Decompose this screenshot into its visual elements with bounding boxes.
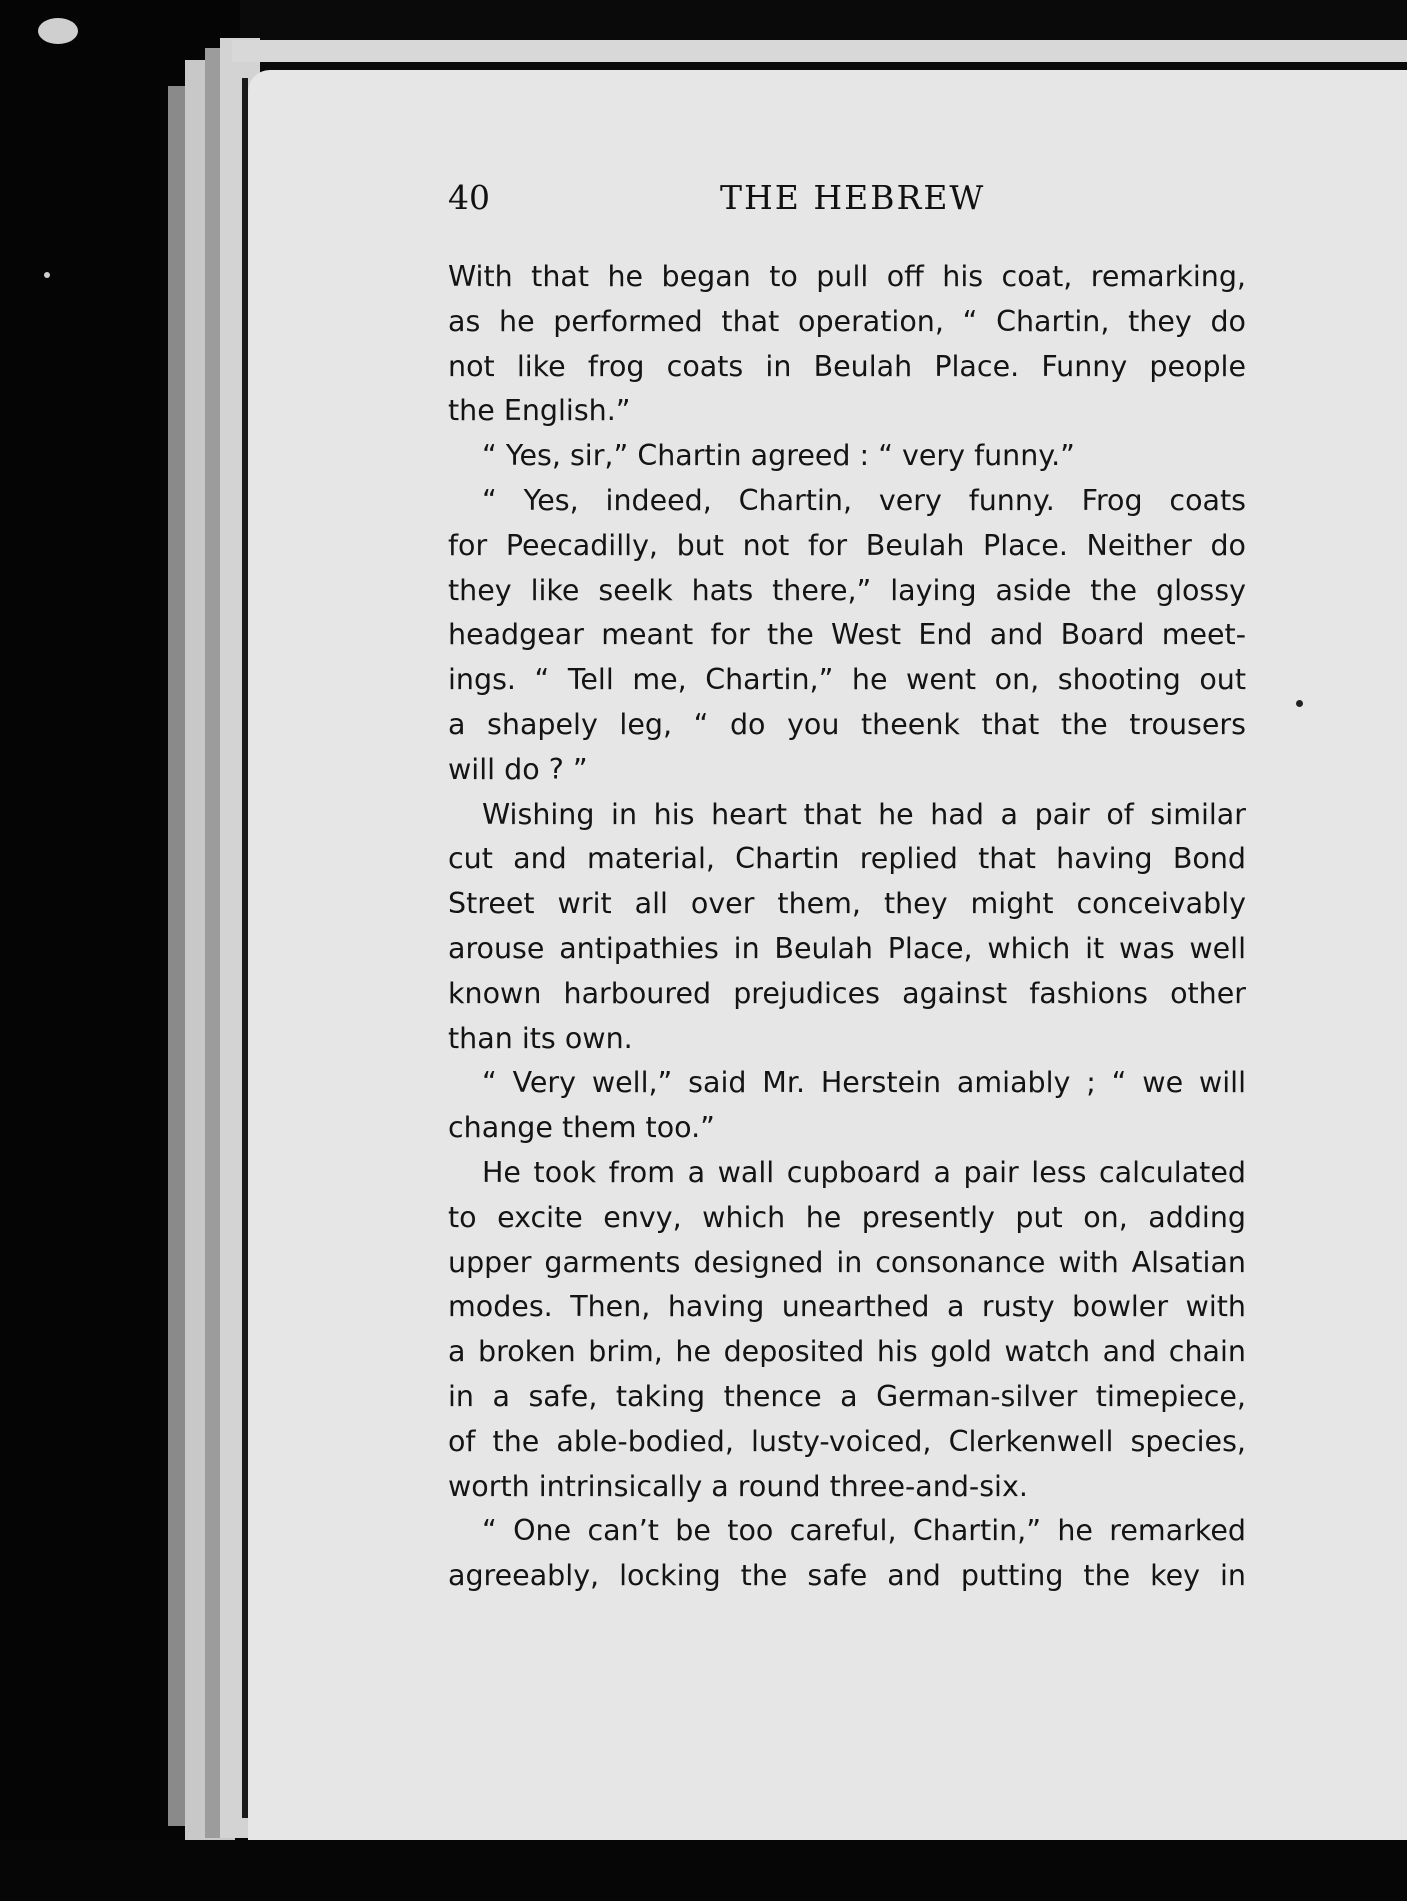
- scan-speck: [38, 18, 78, 44]
- running-head: [448, 178, 1248, 228]
- page-edge-top: [232, 40, 1407, 62]
- text-line: will do ? ”: [448, 752, 588, 786]
- text-line: known harboured prejudices against fashions other: [448, 976, 1246, 1010]
- text-line: “ Yes, sir,” Chartin agreed : “ very funny.”: [482, 439, 1075, 473]
- text-line: headgear meant for the West End and Board meet-: [448, 618, 1246, 652]
- text-line: in a safe, taking thence a German-silver timepiece,: [448, 1379, 1246, 1413]
- text-line: as he performed that operation, “ Chartin, they do: [448, 304, 1246, 338]
- text-line: “ Yes, indeed, Chartin, very funny. Frog coats: [482, 483, 1246, 517]
- text-line: Street writ all over them, they might conceivably: [448, 887, 1246, 921]
- text-line: “ Very well,” said Mr. Herstein amiably ; “ we will: [482, 1066, 1246, 1100]
- scan-speck: [1296, 700, 1303, 707]
- text-line: He took from a wall cupboard a pair less calculated: [482, 1155, 1246, 1189]
- text-line: to excite envy, which he presently put on, adding: [448, 1200, 1246, 1234]
- paragraph: [448, 793, 1246, 1062]
- paragraph: [448, 1509, 1246, 1599]
- paragraph: [448, 479, 1246, 793]
- text-line: arouse antipathies in Beulah Place, which it was well: [448, 931, 1246, 965]
- page-title: THE HEBREW: [720, 178, 986, 217]
- text-line: worth intrinsically a round three-and-six.: [448, 1469, 1028, 1503]
- text-line: they like seelk hats there,” laying aside the glossy: [448, 573, 1246, 607]
- text-line: than its own.: [448, 1021, 633, 1055]
- text-line: agreeably, locking the safe and putting the key in: [448, 1559, 1246, 1593]
- paragraph: [448, 1151, 1246, 1509]
- text-line: cut and material, Chartin replied that having Bond: [448, 842, 1246, 876]
- text-line: for Peecadilly, but not for Beulah Place. Neither do: [448, 528, 1246, 562]
- scan-speck: [44, 272, 50, 278]
- scan-background-bottom: [0, 1840, 1407, 1901]
- paragraph: [448, 255, 1246, 434]
- text-line: With that he began to pull off his coat, remarking,: [448, 260, 1246, 293]
- text-line: a shapely leg, “ do you theenk that the trousers: [448, 707, 1246, 741]
- paragraph: [448, 1061, 1246, 1151]
- paragraph: [448, 434, 1246, 479]
- body-text: [448, 255, 1246, 1599]
- text-line: the English.”: [448, 394, 631, 428]
- text-line: upper garments designed in consonance with Alsatian: [448, 1245, 1246, 1279]
- text-line: Wishing in his heart that he had a pair of similar: [482, 797, 1246, 831]
- text-line: a broken brim, he deposited his gold watch and chain: [448, 1335, 1246, 1369]
- text-line: change them too.”: [448, 1111, 715, 1145]
- text-line: ings. “ Tell me, Chartin,” he went on, shooting out: [448, 663, 1246, 697]
- text-line: “ One can’t be too careful, Chartin,” he remarked: [482, 1514, 1246, 1548]
- page-number: 40: [448, 178, 490, 217]
- text-line: of the able-bodied, lusty-voiced, Clerkenwell species,: [448, 1424, 1246, 1458]
- text-line: modes. Then, having unearthed a rusty bowler with: [448, 1290, 1246, 1324]
- text-line: not like frog coats in Beulah Place. Funny people: [448, 349, 1246, 383]
